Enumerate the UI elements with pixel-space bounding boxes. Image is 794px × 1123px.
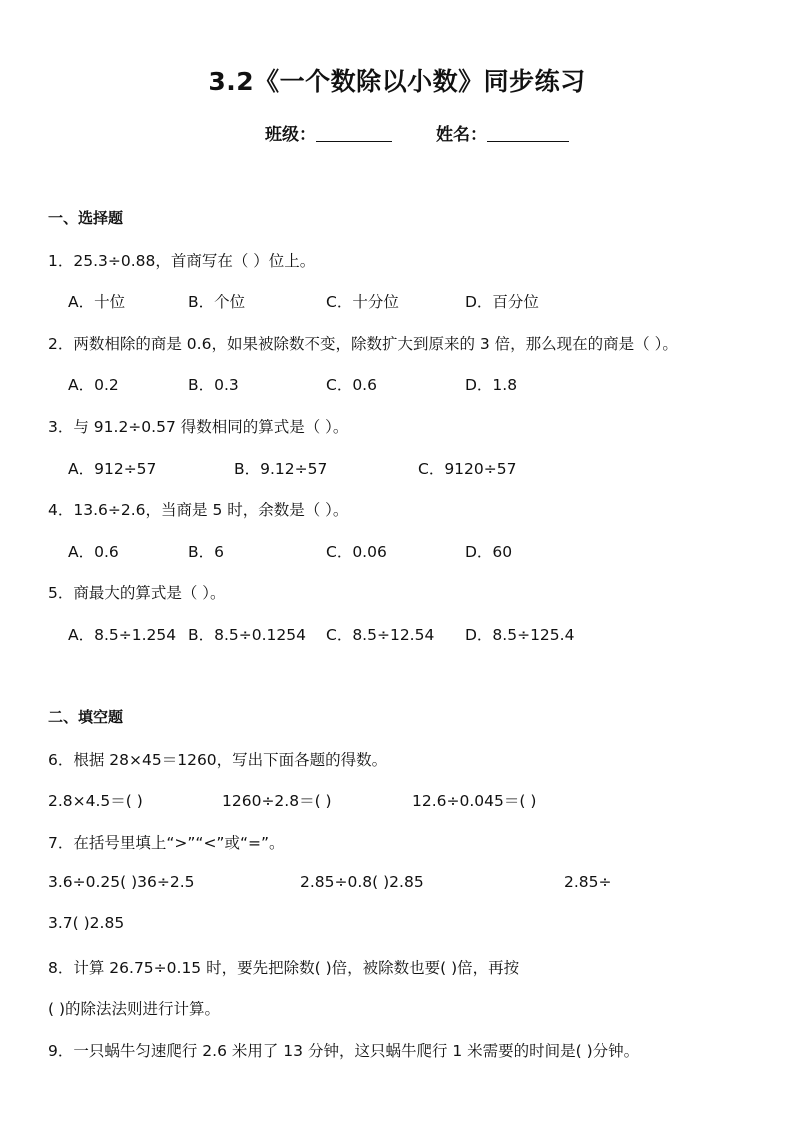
q1-option-c: C．十分位: [326, 293, 399, 311]
q4-option-a: A．0.6: [68, 543, 119, 561]
q3-option-c: C．9120÷57: [418, 460, 517, 478]
page-title: 3.2《一个数除以小数》同步练习: [208, 67, 586, 96]
q2-option-d: D．1.8: [465, 376, 518, 394]
q1-option-d: D．百分位: [465, 293, 539, 311]
q1-option-b: B．个位: [188, 293, 246, 311]
question-7: 7．在括号里填上“>”“<”或“=”。: [48, 834, 285, 852]
q5-option-d: D．8.5÷125.4: [465, 626, 575, 644]
q5-option-a: A．8.5÷1.254: [68, 626, 177, 644]
q3-option-b: B．9.12÷57: [234, 460, 328, 478]
section-heading-choice: 一、选择题: [48, 209, 124, 227]
class-blank[interactable]: [316, 125, 392, 142]
q2-option-b: B．0.3: [188, 376, 239, 394]
q6-item-3: 12.6÷0.045＝( ): [412, 792, 537, 810]
q7-item-2: 2.85÷0.8( )2.85: [300, 873, 424, 891]
q4-option-d: D．60: [465, 543, 513, 561]
class-label: 班级：: [265, 125, 316, 145]
question-8: 8．计算 26.75÷0.15 时，要先把除数( )倍，被除数也要( )倍，再按: [48, 959, 520, 977]
q6-item-1: 2.8×4.5＝( ): [48, 792, 143, 810]
q7-item-3-start: 2.85÷: [564, 873, 612, 891]
q7-item-1: 3.6÷0.25( )36÷2.5: [48, 873, 195, 891]
question-6: 6．根据 28×45＝1260，写出下面各题的得数。: [48, 751, 388, 769]
class-field: [265, 120, 392, 145]
question-3: 3．与 91.2÷0.57 得数相同的算式是（ ）。: [48, 418, 349, 436]
q5-option-c: C．8.5÷12.54: [326, 626, 435, 644]
section-heading-fill: 二、填空题: [48, 708, 124, 726]
question-5: 5．商最大的算式是（ ）。: [48, 584, 226, 602]
q5-option-b: B．8.5÷0.1254: [188, 626, 307, 644]
question-4: 4．13.6÷2.6，当商是 5 时，余数是（ ）。: [48, 501, 349, 519]
name-blank[interactable]: [487, 125, 569, 142]
q2-option-a: A．0.2: [68, 376, 119, 394]
question-8-cont: ( )的除法法则进行计算。: [48, 1000, 221, 1018]
question-9: 9．一只蜗牛匀速爬行 2.6 米用了 13 分钟，这只蜗牛爬行 1 米需要的时间是( )分钟。: [48, 1042, 640, 1060]
q4-option-c: C．0.06: [326, 543, 387, 561]
q4-option-b: B．6: [188, 543, 224, 561]
q6-item-2: 1260÷2.8＝( ): [222, 792, 332, 810]
question-1: 1．25.3÷0.88，首商写在（ ）位上。: [48, 252, 316, 270]
name-label: 姓名：: [436, 125, 487, 145]
name-field: [436, 120, 569, 145]
q1-option-a: A．十位: [68, 293, 126, 311]
question-2: 2．两数相除的商是 0.6，如果被除数不变，除数扩大到原来的 3 倍，那么现在的商是（ ）。: [48, 335, 678, 353]
q3-option-a: A．912÷57: [68, 460, 157, 478]
q7-item-3-end: 3.7( )2.85: [48, 914, 125, 932]
q2-option-c: C．0.6: [326, 376, 377, 394]
